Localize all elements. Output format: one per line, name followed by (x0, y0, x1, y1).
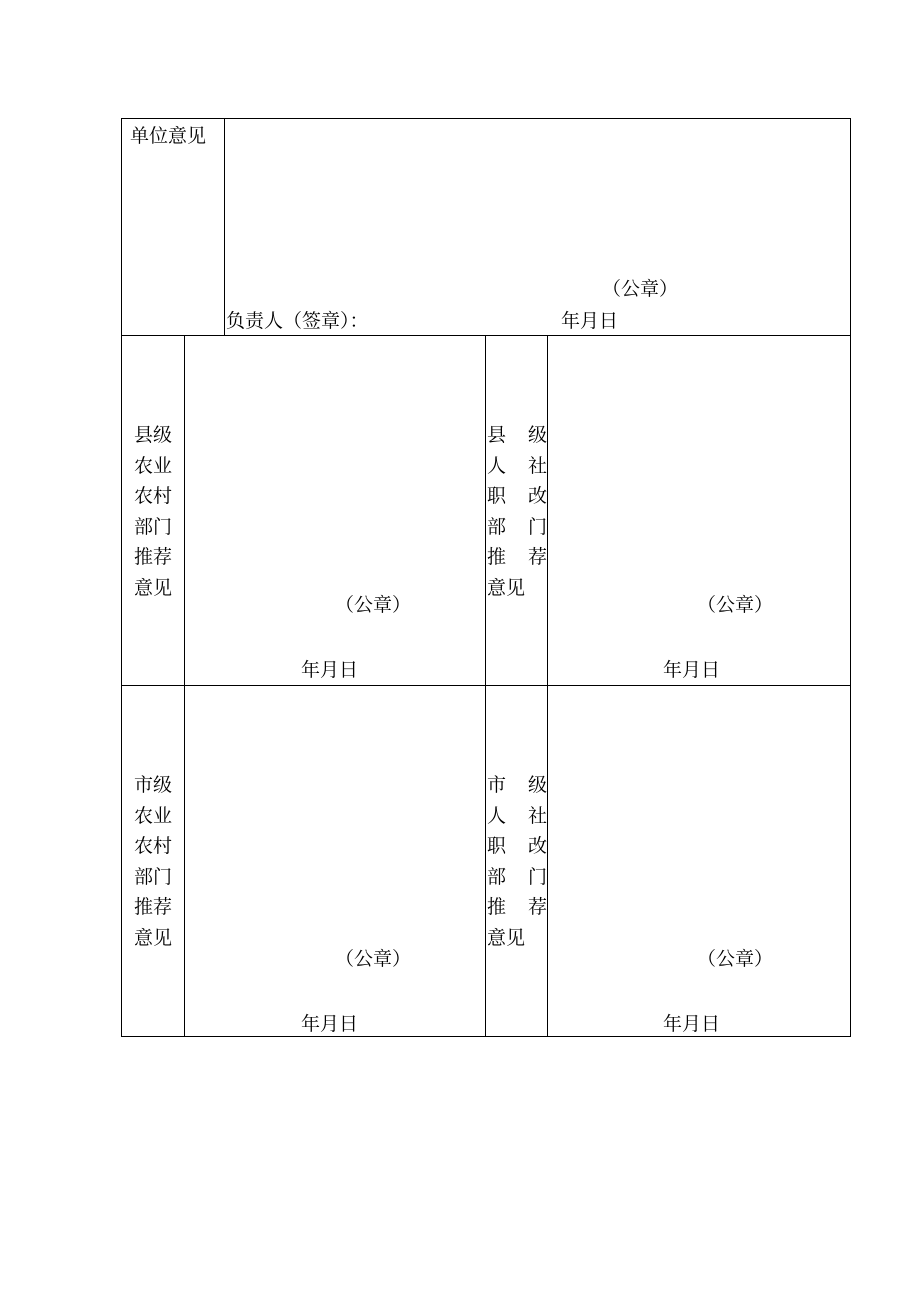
col-divider-agri-label (184, 335, 185, 1037)
unit-seal: （公章） (602, 278, 679, 300)
label-line (487, 542, 547, 573)
label-char: 部 (487, 865, 507, 888)
label-char: 级 (527, 774, 547, 796)
county-hr-date: 年月日 (663, 659, 721, 681)
unit-date: 年月日 (561, 310, 619, 332)
label-char: 改 (527, 835, 547, 857)
label-line: 推荐 (133, 546, 172, 568)
county-agri-label (122, 420, 184, 603)
label-line: 意见 (133, 926, 172, 949)
label-char: 门 (527, 515, 547, 538)
city-agri-label (122, 770, 184, 953)
label-char: 意见 (487, 576, 526, 599)
col-divider-unit-label (224, 118, 225, 336)
label-line: 意见 (133, 576, 172, 599)
county-agri-seal: （公章） (335, 594, 412, 616)
label-char: 市 (487, 774, 507, 796)
label-line (487, 481, 547, 512)
unit-opinion-label: 单位意见 (130, 125, 207, 147)
label-char: 改 (527, 485, 547, 507)
label-line: 部门 (133, 515, 172, 538)
city-agri-seal: （公章） (335, 948, 412, 970)
label-line (487, 923, 547, 954)
label-line: 农业 (133, 454, 172, 477)
label-line (487, 512, 547, 543)
label-char: 职 (487, 835, 507, 857)
label-line (487, 770, 547, 801)
label-char: 推 (487, 546, 507, 568)
city-agri-date: 年月日 (301, 1013, 359, 1035)
city-hr-label (487, 770, 549, 953)
label-line (487, 801, 547, 832)
col-divider-agri-content (485, 335, 486, 1037)
label-line (487, 892, 547, 923)
city-hr-seal: （公章） (697, 948, 774, 970)
label-char: 门 (527, 865, 547, 888)
city-hr-opinion-content[interactable] (549, 687, 849, 937)
label-line: 农村 (133, 835, 172, 857)
label-char: 意见 (487, 926, 526, 949)
label-line: 部门 (133, 865, 172, 888)
label-char: 人 (487, 454, 507, 477)
label-char: 社 (527, 804, 547, 827)
label-char: 荐 (527, 546, 547, 568)
county-agri-date: 年月日 (301, 659, 359, 681)
label-line: 农村 (133, 485, 172, 507)
label-char: 社 (527, 454, 547, 477)
county-hr-seal: （公章） (697, 594, 774, 616)
county-hr-label (487, 420, 549, 603)
unit-opinion-content[interactable] (226, 120, 846, 270)
label-line (487, 831, 547, 862)
label-char: 县 (487, 424, 507, 446)
county-agri-opinion-content[interactable] (186, 337, 484, 587)
label-line (487, 451, 547, 482)
label-line (487, 420, 547, 451)
county-hr-opinion-content[interactable] (549, 337, 849, 587)
label-char: 推 (487, 896, 507, 918)
label-line: 市级 (133, 774, 172, 796)
label-line: 推荐 (133, 896, 172, 918)
label-line: 农业 (133, 804, 172, 827)
label-char: 人 (487, 804, 507, 827)
label-char: 荐 (527, 896, 547, 918)
label-char: 级 (527, 424, 547, 446)
label-line (487, 573, 547, 604)
label-char: 职 (487, 485, 507, 507)
label-line (487, 862, 547, 893)
unit-signer-label: 负责人（签章）： (226, 310, 369, 332)
label-char: 部 (487, 515, 507, 538)
city-agri-opinion-content[interactable] (186, 687, 484, 937)
city-hr-date: 年月日 (663, 1013, 721, 1035)
label-line: 县级 (133, 424, 172, 446)
row-divider-county (121, 685, 851, 686)
